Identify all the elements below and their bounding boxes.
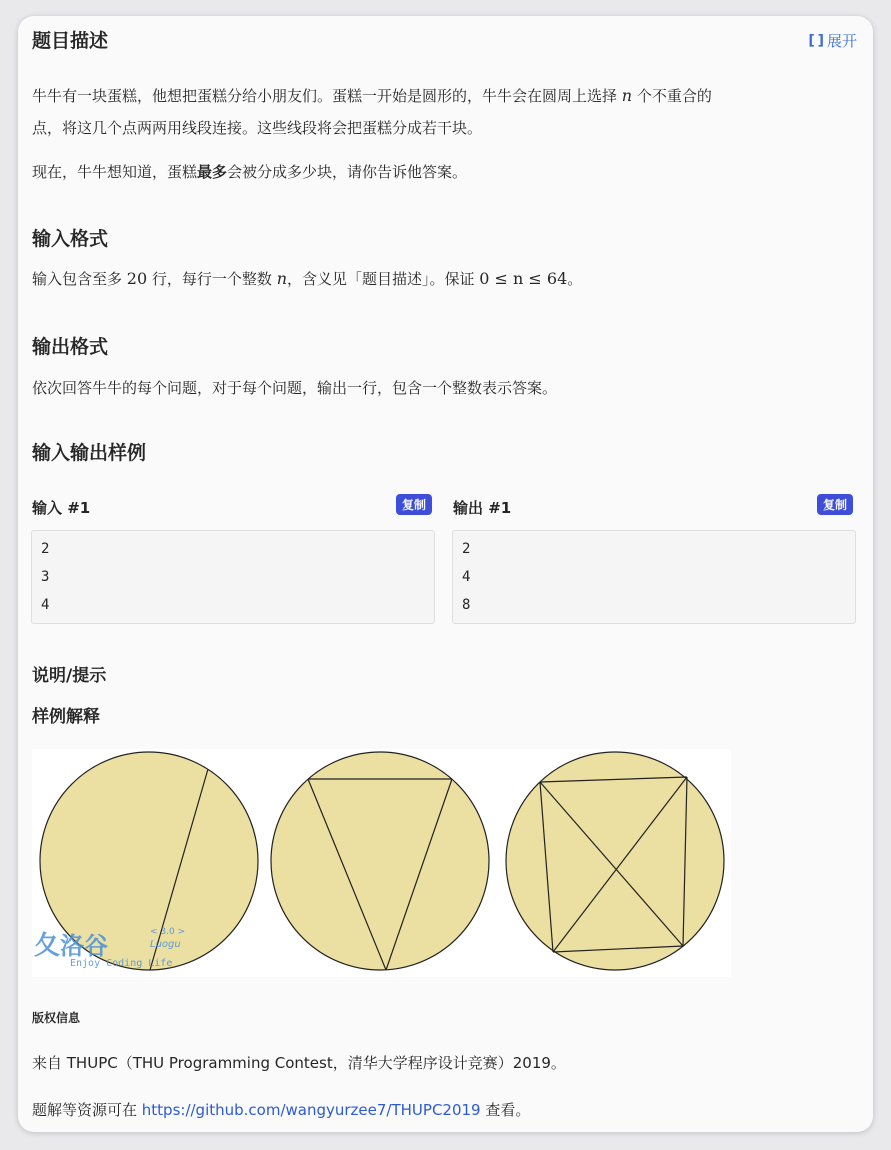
copyright-heading: 版权信息 [32, 1011, 81, 1025]
luogu-logo-icon: 夂 [34, 931, 61, 961]
sample-output-line: 2 [462, 541, 471, 557]
copyright-resources: 题解等资源可在 https://github.com/wangyurzee7/THUPC2019 查看。 [32, 1101, 531, 1119]
sample-output-line: 4 [462, 569, 471, 585]
expand-button[interactable] [808, 30, 857, 51]
section-title-output-format: 输出格式 [32, 336, 109, 358]
output-format-text: 依次回答牛牛的每个问题，对于每个问题，输出一行，包含一个整数表示答案。 [32, 379, 558, 397]
section-title-hint: 说明/提示 [32, 666, 107, 686]
sample-output-box[interactable] [452, 530, 856, 624]
github-link[interactable]: https://github.com/wangyurzee7/THUPC2019 [141, 1101, 481, 1119]
sample-output-line: 8 [462, 597, 471, 613]
cake-circle-2 [271, 752, 489, 970]
sample-explanation-figure [32, 749, 731, 977]
sample-input-label: 输入 #1 [32, 499, 91, 517]
description-block [32, 80, 852, 188]
copyright-source: 来自 THUPC（THU Programming Contest，清华大学程序设计竞赛）2019。 [32, 1054, 566, 1072]
sample-input-line: 2 [41, 541, 50, 557]
sample-output-label: 输出 #1 [453, 499, 512, 517]
luogu-watermark: 夂洛谷 < 3.0 > Luogu Enjoy Coding Life [34, 927, 186, 969]
sample-input-line: 4 [41, 597, 50, 613]
expand-icon: [ ] [808, 32, 823, 49]
cake-circle-3 [506, 752, 724, 970]
input-format-text: 输入包含至多 20 行，每行一个整数 n，含义见「题目描述」。保证 0 ≤ n ≤ 64。 [32, 269, 583, 288]
section-title-description: 题目描述 [32, 30, 109, 52]
expand-label: 展开 [826, 32, 857, 50]
copy-input-button[interactable]: 复制 [396, 494, 432, 515]
description-paragraph-2: 现在，牛牛想知道，蛋糕最多会被分成多少块，请你告诉他答案。 [32, 163, 468, 181]
problem-card [18, 16, 873, 1132]
section-title-input-format: 输入格式 [32, 228, 109, 250]
hint-subtitle: 样例解释 [32, 707, 100, 727]
section-title-samples: 输入输出样例 [32, 442, 147, 464]
sample-input-line: 3 [41, 569, 50, 585]
copy-output-button[interactable]: 复制 [817, 494, 853, 515]
sample-input-box[interactable] [31, 530, 435, 624]
description-paragraph-1: 牛牛有一块蛋糕，他想把蛋糕分给小朋友们。蛋糕一开始是圆形的，牛牛会在圆周上选择 n 个不重合的 点，将这几个点两两用线段连接。这些线段将会把蛋糕分成若干块。 [32, 86, 712, 137]
